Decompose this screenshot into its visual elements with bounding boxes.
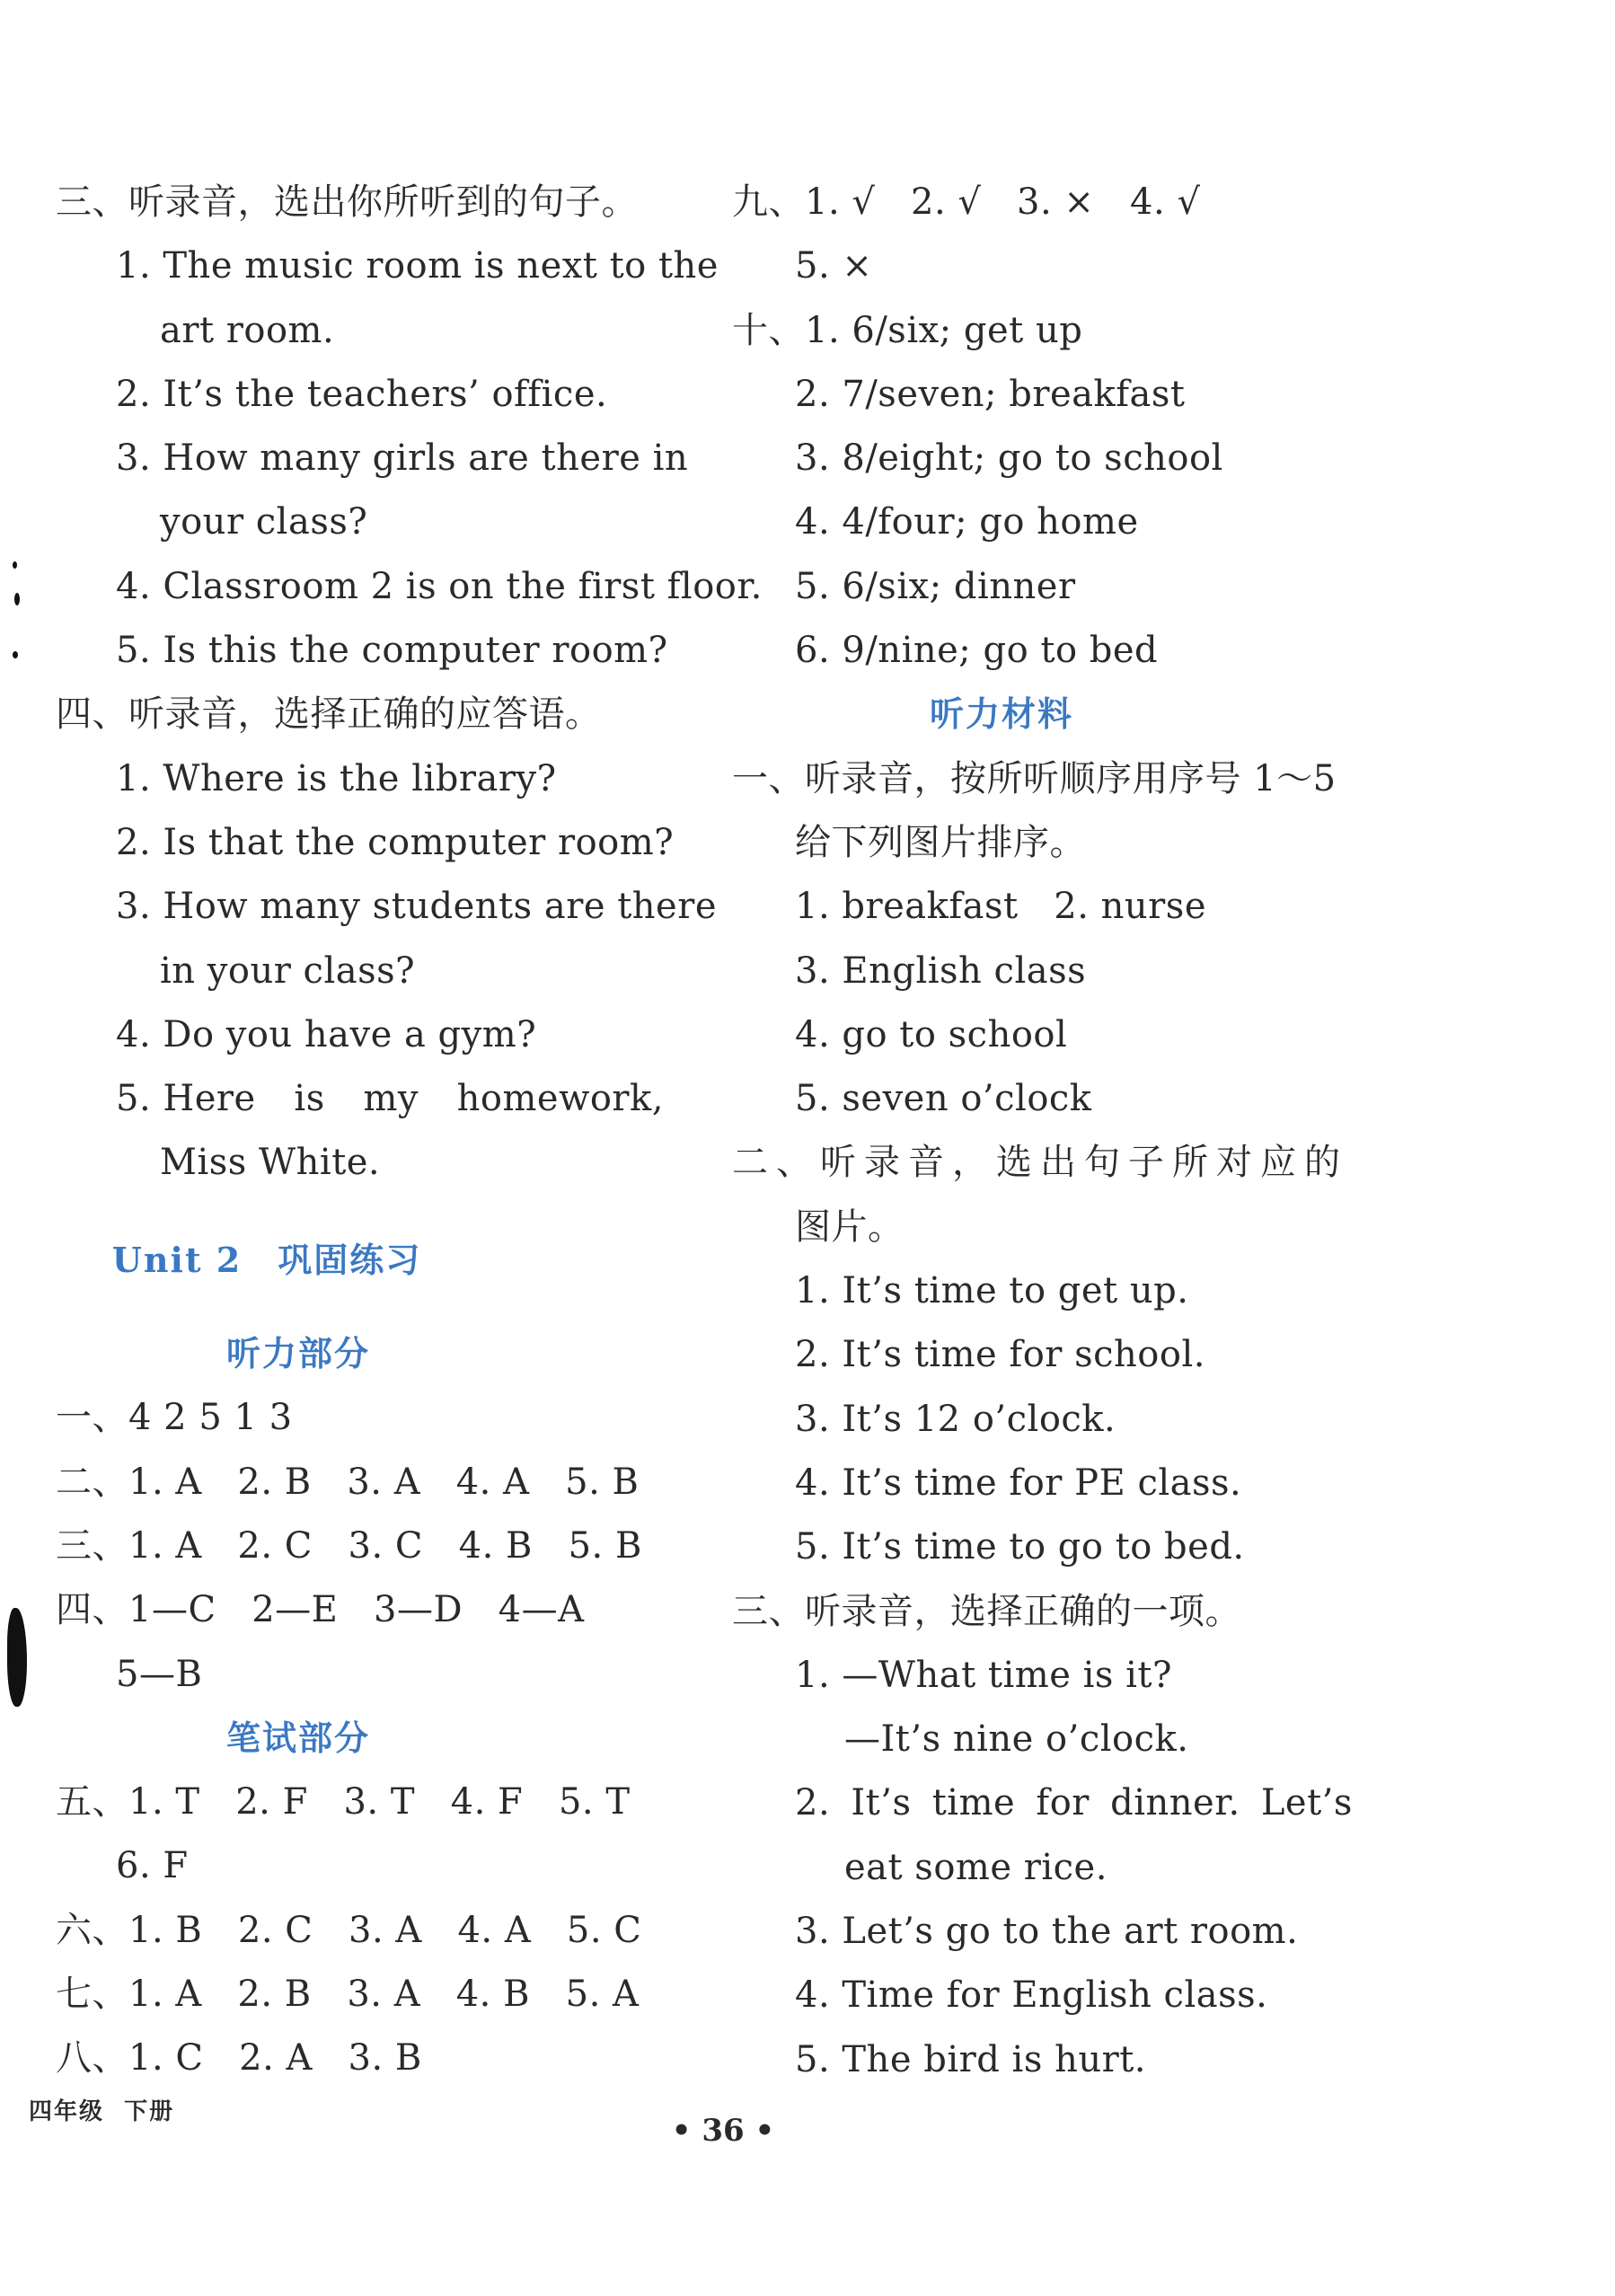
list-item: 4. go to school [795, 1013, 1068, 1055]
answer-row: 九、1. √ 2. √ 3. × 4. √ [732, 181, 1201, 223]
answer-row: 3. 8/eight; go to school [795, 437, 1223, 480]
material-2-title: 二、听录音，选出句子所对应的 [732, 1142, 1348, 1184]
answer-row: 五、1. T 2. F 3. T 4. F 5. T [56, 1781, 631, 1824]
answer-row: 6. F [116, 1845, 189, 1887]
material-2-title-cont: 图片。 [795, 1205, 905, 1248]
right-column [732, 171, 1361, 2092]
list-item: 3. How many girls are there in [116, 437, 689, 480]
material-heading: 听力材料 [929, 694, 1073, 735]
scan-speck [7, 1608, 27, 1707]
list-item: 5. The bird is hurt. [795, 2038, 1147, 2080]
grade-label: 四年级 下册 [29, 2098, 175, 2125]
list-item: 3. It’s 12 o’clock. [795, 1398, 1116, 1440]
list-item: —It’s nine o’clock. [844, 1718, 1189, 1761]
left-column [56, 171, 763, 2091]
answer-row: 6. 9/nine; go to bed [795, 630, 1159, 672]
list-item: art room. [160, 309, 335, 351]
answer-row: 5—B [116, 1653, 203, 1695]
list-item: 2. Is that the computer room? [116, 821, 675, 863]
list-item: 4. It’s time for PE class. [795, 1461, 1242, 1504]
word: my [363, 1078, 419, 1120]
section-3-title: 三、听录音，选出你所听到的句子。 [56, 181, 638, 223]
written-heading: 笔试部分 [225, 1718, 370, 1758]
list-item: 4. Time for English class. [795, 1974, 1268, 2017]
list-item: Miss White. [160, 1142, 381, 1184]
answer-row: 四、1—C 2—E 3—D 4—A [56, 1589, 585, 1631]
word: 5. Here [116, 1078, 256, 1120]
material-1-title: 一、听录音，按所听顺序用序号 1～5 [732, 757, 1337, 799]
unit-heading [56, 1228, 675, 1292]
list-item: 4. Classroom 2 is on the first floor. [116, 565, 763, 607]
listening-heading: 听力部分 [225, 1334, 370, 1374]
list-item: 1. It’s time to get up. [795, 1270, 1189, 1312]
scan-speck [14, 593, 20, 605]
answer-row: 5. × [795, 245, 873, 287]
scan-speck [13, 651, 18, 658]
answer-row: 二、1. A 2. B 3. A 4. A 5. B [56, 1461, 640, 1503]
list-item: 2. It’s the teachers’ office. [116, 373, 608, 415]
word: is [294, 1078, 325, 1120]
scan-speck [13, 561, 17, 569]
list-item: 2. It’s time for school. [795, 1334, 1205, 1376]
list-item: 1. breakfast 2. nurse [795, 886, 1206, 928]
answer-row: 4. 4/four; go home [795, 501, 1139, 543]
material-1-title-cont: 给下列图片排序。 [795, 821, 1086, 863]
section-4-title: 四、听录音，选择正确的应答语。 [56, 693, 602, 736]
list-item: 1. The music room is next to the [116, 245, 719, 287]
list-item: 5. Is this the computer room? [116, 630, 668, 672]
unit-heading-zh: 巩固练习 [278, 1240, 422, 1280]
list-item: eat some rice. [844, 1846, 1108, 1888]
list-item: 4. Do you have a gym? [116, 1013, 537, 1055]
list-item: 3. Let’s go to the art room. [795, 1911, 1299, 1953]
answer-row: 六、1. B 2. C 3. A 4. A 5. C [56, 1909, 642, 1951]
word: homework, [456, 1078, 664, 1120]
list-item: 2. It’s time for dinner. Let’s [795, 1782, 1353, 1824]
answer-row: 5. 6/six; dinner [795, 565, 1076, 607]
answer-row: 一、4 2 5 1 3 [56, 1397, 293, 1439]
list-item: 1. —What time is it? [795, 1654, 1172, 1696]
list-item: 1. Where is the library? [116, 757, 557, 799]
list-item: 3. How many students are there [116, 886, 718, 928]
answer-row: 七、1. A 2. B 3. A 4. B 5. A [56, 1974, 640, 2016]
answer-row: 八、1. C 2. A 3. B [56, 2037, 422, 2080]
answer-row: 三、1. A 2. C 3. C 4. B 5. B [56, 1524, 642, 1567]
unit-heading-en: Unit 2 [111, 1239, 243, 1280]
list-item: 5. seven o’clock [795, 1078, 1092, 1120]
list-item: your class? [160, 501, 368, 543]
answer-row: 十、1. 6/six; get up [732, 309, 1083, 351]
list-item: 3. English class [795, 949, 1087, 992]
list-item: 5. It’s time to go to bed. [795, 1526, 1245, 1568]
list-item-justified [56, 1067, 664, 1131]
answer-row: 2. 7/seven; breakfast [795, 373, 1186, 415]
list-item: in your class? [160, 949, 416, 992]
material-3-title: 三、听录音，选择正确的一项。 [732, 1590, 1241, 1632]
page-number: • 36 • [671, 2113, 775, 2149]
